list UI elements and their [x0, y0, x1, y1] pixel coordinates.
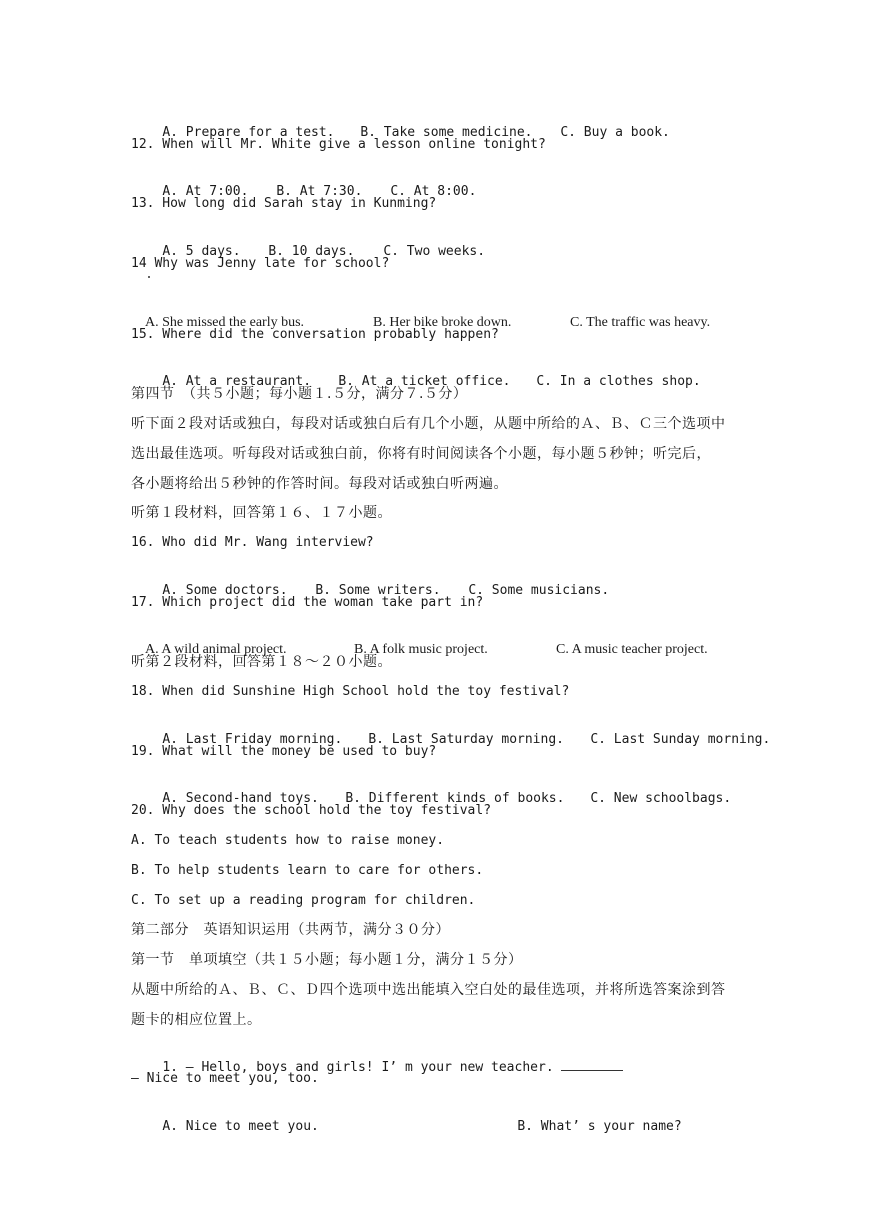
- q17-option-b: B. A folk music project.: [354, 642, 488, 657]
- material-2-heading: 听第２段材料，回答第１８～２０小题。: [131, 654, 392, 670]
- q13-option-c: C. Two weeks.: [383, 244, 486, 259]
- q20-stem: 20. Why does the school hold the toy festival?: [131, 803, 492, 818]
- q11-option-c: C. Buy a book.: [560, 125, 670, 140]
- q17-stem: 17. Which project did the woman take part in?: [131, 595, 484, 610]
- q18-option-b: B. Last Saturday morning.: [368, 732, 564, 747]
- q1-stem: 1. — Hello, boys and girls! I’ m your new teacher.: [162, 1060, 554, 1075]
- q18-option-a: A. Last Friday morning.: [162, 732, 343, 747]
- q13-option-a: A. 5 days.: [162, 244, 241, 259]
- q13-option-b: B. 10 days.: [268, 244, 355, 259]
- q20-option-b: B. To help students learn to care for others.: [131, 863, 484, 878]
- q20-option-a: A. To teach students how to raise money.: [131, 833, 445, 848]
- q1-reply: — Nice to meet you, too.: [131, 1071, 319, 1086]
- part2-title: 第二部分 英语知识运用（共两节，满分３０分）: [131, 922, 450, 938]
- part2-section1-title: 第一节 单项填空（共１５小题；每小题１分，满分１５分）: [131, 952, 523, 968]
- q1-options: [131, 1100, 682, 1154]
- section4-instruction-1: 听下面２段对话或独白，每段对话或独白后有几个小题，从题中所给的Ａ、Ｂ、Ｃ三个选项中: [131, 416, 726, 432]
- material-1-heading: 听第１段材料，回答第１６、１７小题。: [131, 505, 392, 521]
- q14-option-b: B. Her bike broke down.: [373, 315, 512, 330]
- q15-option-a: A. At a restaurant.: [162, 374, 312, 389]
- q19-stem: 19. What will the money be used to buy?: [131, 744, 437, 759]
- q12-option-b: B. At 7:30.: [276, 184, 363, 199]
- q15-option-c: C. In a clothes shop.: [536, 374, 701, 389]
- q16-option-c: C. Some musicians.: [468, 583, 610, 598]
- q14-option-a: A. She missed the early bus.: [145, 315, 305, 330]
- q16-option-b: B. Some writers.: [315, 583, 441, 598]
- q1-answer-blank: [561, 1058, 623, 1071]
- q14-option-c: C. The traffic was heavy.: [570, 315, 711, 330]
- section4-instruction-2: 选出最佳选项。听每段对话或独白前，你将有时间阅读各个小题，每小题５秒钟；听完后，: [131, 446, 711, 462]
- q19-option-b: B. Different kinds of books.: [345, 791, 565, 806]
- q18-stem: 18. When did Sunshine High School hold the toy festival?: [131, 684, 570, 699]
- q17-option-c: C. A music teacher project.: [556, 642, 708, 657]
- part2-instruction-1: 从题中所给的Ａ、Ｂ、Ｃ、Ｄ四个选项中选出能填入空白处的最佳选项，并将所选答案涂到答: [131, 982, 726, 998]
- q11-option-a: A. Prepare for a test.: [162, 125, 335, 140]
- q14-stem: 14 Why was Jenny late for school?: [131, 256, 390, 271]
- stray-dot: [148, 276, 150, 278]
- q15-stem: 15. Where did the conversation probably happen?: [131, 327, 499, 342]
- section4-instruction-3: 各小题将给出５秒钟的作答时间。每段对话或独白听两遍。: [131, 476, 508, 492]
- q20-option-c: C. To set up a reading program for children.: [131, 893, 476, 908]
- q15-option-b: B. At a ticket office.: [338, 374, 511, 389]
- part2-instruction-2: 题卡的相应位置上。: [131, 1012, 262, 1028]
- q16-stem: 16. Who did Mr. Wang interview?: [131, 535, 374, 550]
- q11-option-b: B. Take some medicine.: [360, 125, 533, 140]
- q18-option-c: C. Last Sunday morning.: [590, 732, 771, 747]
- q1-option-a: A. Nice to meet you.: [162, 1119, 319, 1134]
- q19-option-c: C. New schoolbags.: [590, 791, 732, 806]
- q16-option-a: A. Some doctors.: [162, 583, 288, 598]
- q12-option-a: A. At 7:00.: [162, 184, 249, 199]
- q17-option-a: A. A wild animal project.: [145, 642, 287, 657]
- q1-option-b: B. What’ s your name?: [517, 1119, 682, 1134]
- q13-stem: 13. How long did Sarah stay in Kunming?: [131, 196, 437, 211]
- q12-option-c: C. At 8:00.: [390, 184, 477, 199]
- q19-option-a: A. Second-hand toys.: [162, 791, 319, 806]
- q12-stem: 12. When will Mr. White give a lesson online tonight?: [131, 137, 546, 152]
- section4-title: 第四节 （共５小题；每小题１.５分，满分７.５分）: [131, 386, 468, 402]
